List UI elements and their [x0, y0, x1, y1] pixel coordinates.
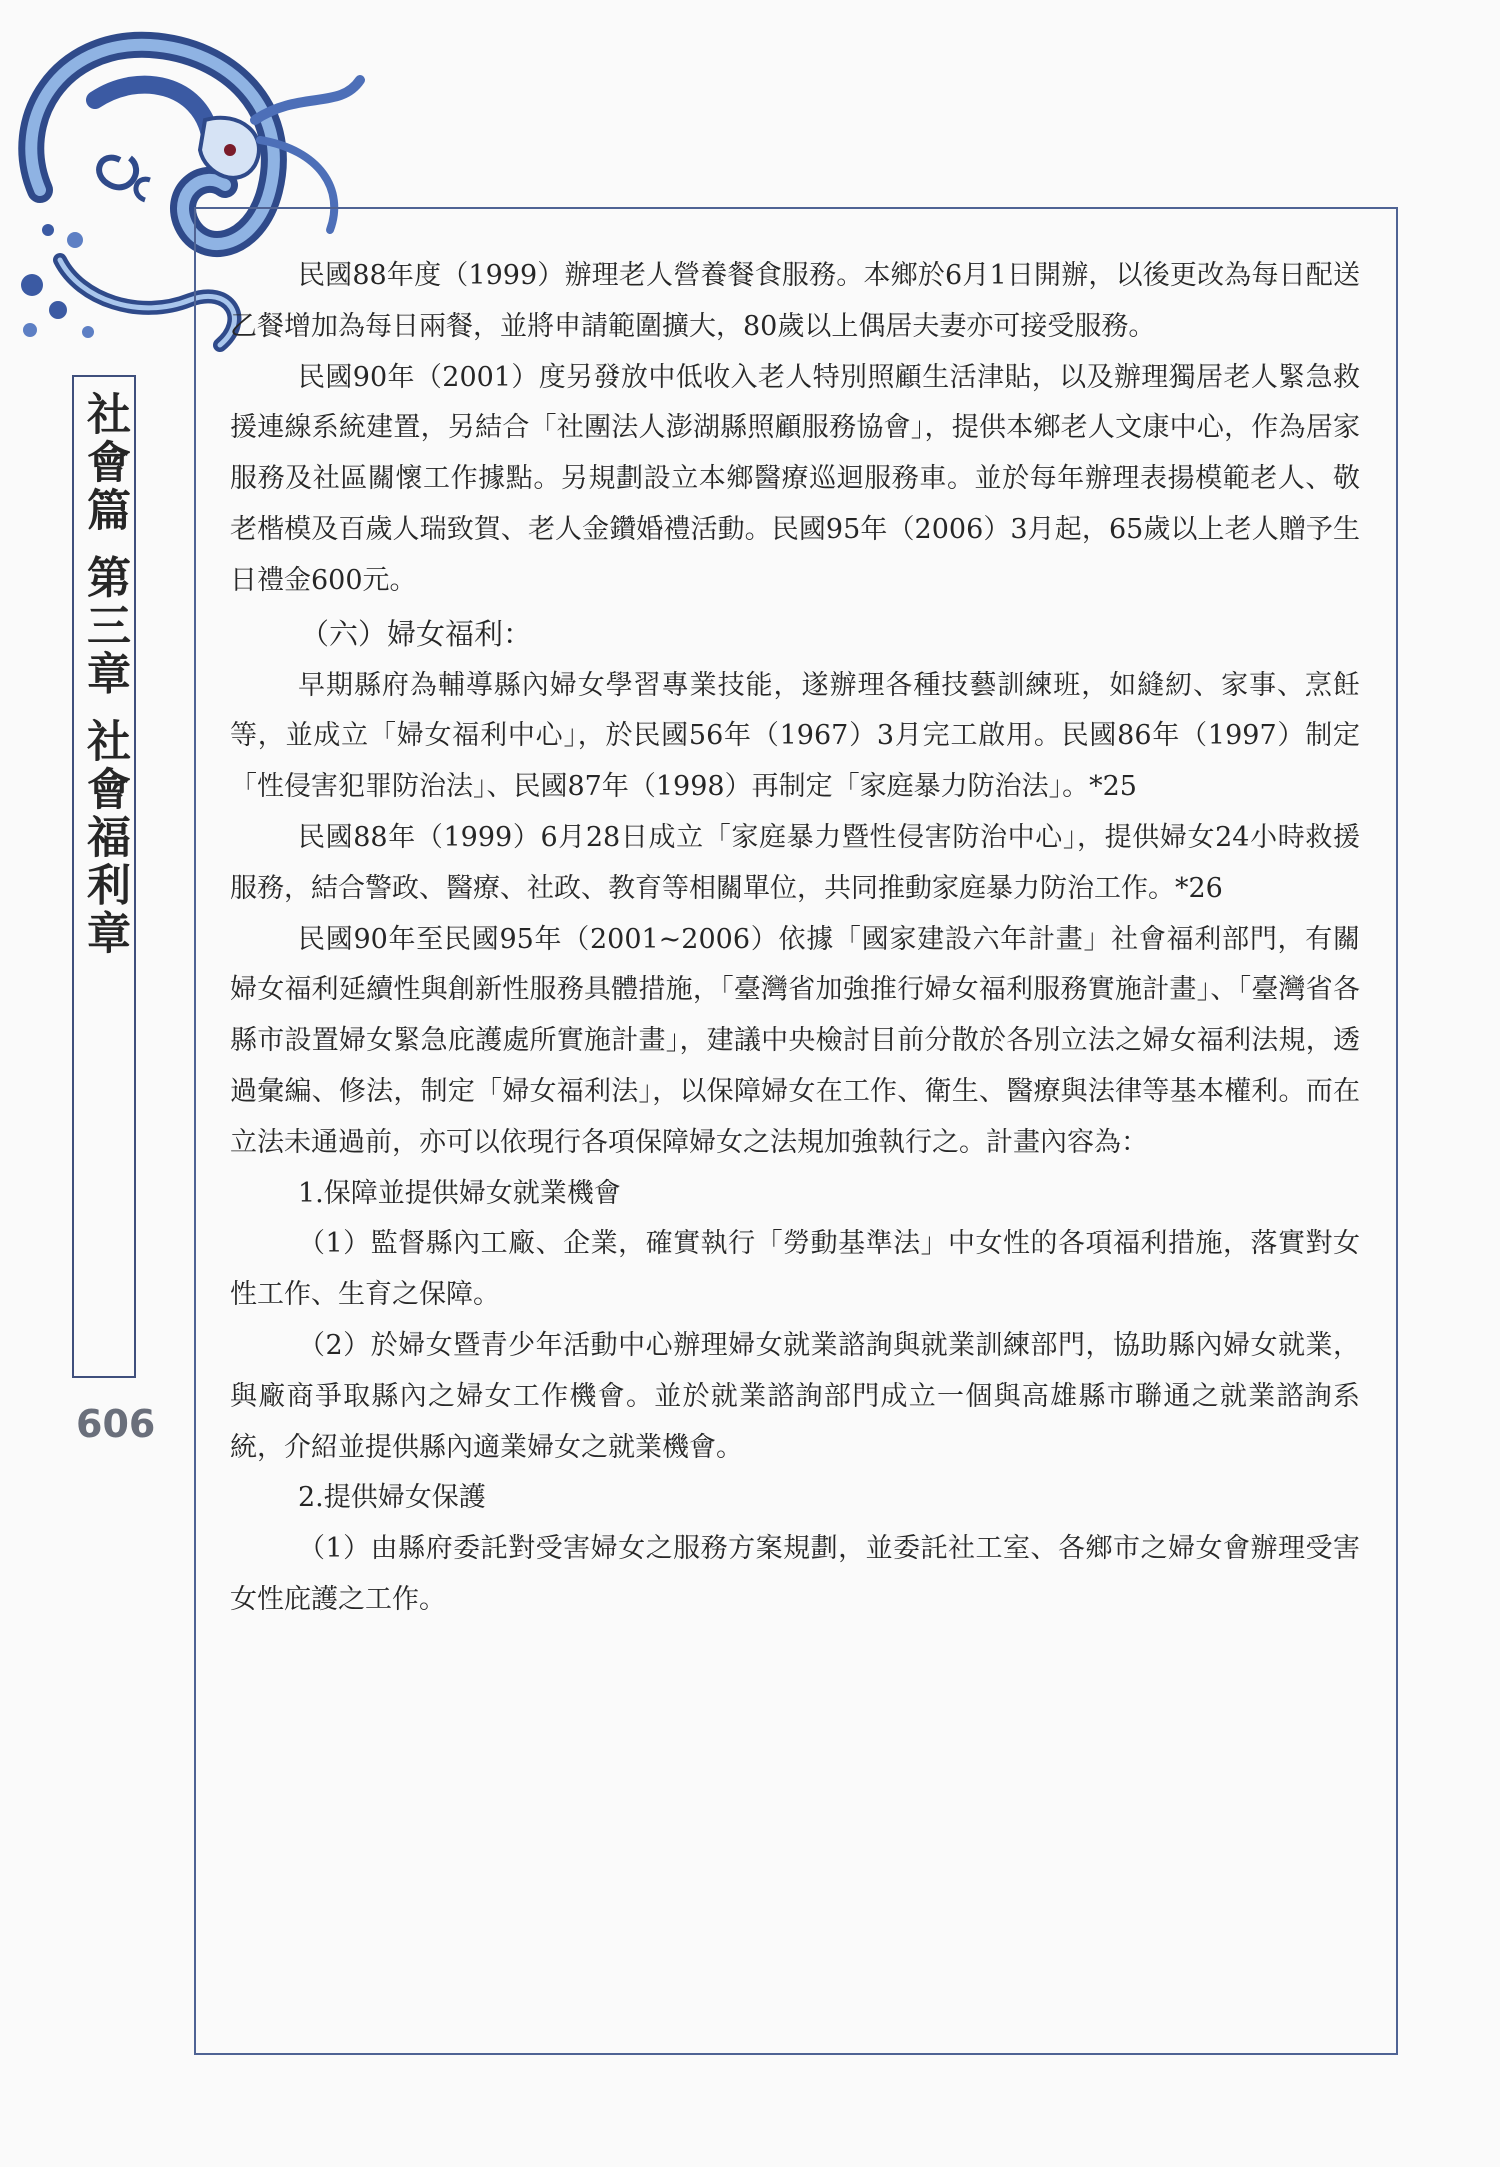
- page-number: 606: [76, 1402, 156, 1446]
- paragraph: 民國90年（2001）度另發放中低收入老人特別照顧生活津貼，以及辦理獨居老人緊急救援連線系統建置，另結合「社團法人澎湖縣照顧服務協會」，提供本鄉老人文康中心，作為居家服務及社區關懷工作據點。另規劃設立本鄉醫療巡迴服務車。並於每年辦理表揚模範老人、敬老楷模及百歲人瑞致賀、老人金鑽婚禮活動。民國95年（2006）3月起，65歲以上老人贈予生日禮金600元。: [230, 361, 1360, 596]
- list-heading: 1.保障並提供婦女就業機會: [298, 1177, 621, 1209]
- body-text: [230, 251, 1360, 1626]
- paragraph: 民國90年至民國95年（2001~2006）依據「國家建設六年計畫」社會福利部門，有關婦女福利延續性與創新性服務具體措施，「臺灣省加強推行婦女福利服務實施計畫」、「臺灣省各縣市設置婦女緊急庇護處所實施計畫」，建議中央檢討目前分散於各別立法之婦女福利法規，透過彙編、修法，制定「婦女福利法」，以保障婦女在工作、衛生、醫療與法律等基本權利。而在立法未通過前，亦可以依現行各項保障婦女之法規加強執行之。計畫內容為：: [230, 923, 1360, 1158]
- list-heading: 2.提供婦女保護: [298, 1482, 486, 1514]
- paragraph: （1）監督縣內工廠、企業，確實執行「勞動基準法」中女性的各項福利措施，落實對女性工作、生育之保障。: [230, 1228, 1360, 1311]
- paragraph: （1）由縣府委託對受害婦女之服務方案規劃，並委託社工室、各鄉市之婦女會辦理受害女性庇護之工作。: [230, 1533, 1360, 1615]
- chapter-title: 社會篇 第三章 社會福利章: [79, 391, 130, 958]
- paragraph: （2）於婦女暨青少年活動中心辦理婦女就業諮詢與就業訓練部門，協助縣內婦女就業，與廠商爭取縣內之婦女工作機會。並於就業諮詢部門成立一個與高雄縣市聯通之就業諮詢系統，介紹並提供縣內適業婦女之就業機會。: [230, 1329, 1360, 1463]
- chapter-sidebar: [72, 375, 136, 1378]
- section-heading: （六）婦女福利：: [300, 616, 533, 651]
- paragraph: 早期縣府為輔導縣內婦女學習專業技能，遂辦理各種技藝訓練班，如縫紉、家事、烹飪等，並成立「婦女福利中心」，於民國56年（1967）3月完工啟用。民國86年（1997）制定「性侵害犯罪防治法」、民國87年（1998）再制定「家庭暴力防治法」。*25: [230, 669, 1360, 803]
- paragraph: 民國88年度（1999）辦理老人營養餐食服務。本鄉於6月1日開辦，以後更改為每日配送乙餐增加為每日兩餐，並將申請範圍擴大，80歲以上偶居夫妻亦可接受服務。: [230, 260, 1360, 342]
- paragraph: 民國88年（1999）6月28日成立「家庭暴力暨性侵害防治中心」，提供婦女24小時救援服務，結合警政、醫療、社政、教育等相關單位，共同推動家庭暴力防治工作。*26: [230, 821, 1360, 904]
